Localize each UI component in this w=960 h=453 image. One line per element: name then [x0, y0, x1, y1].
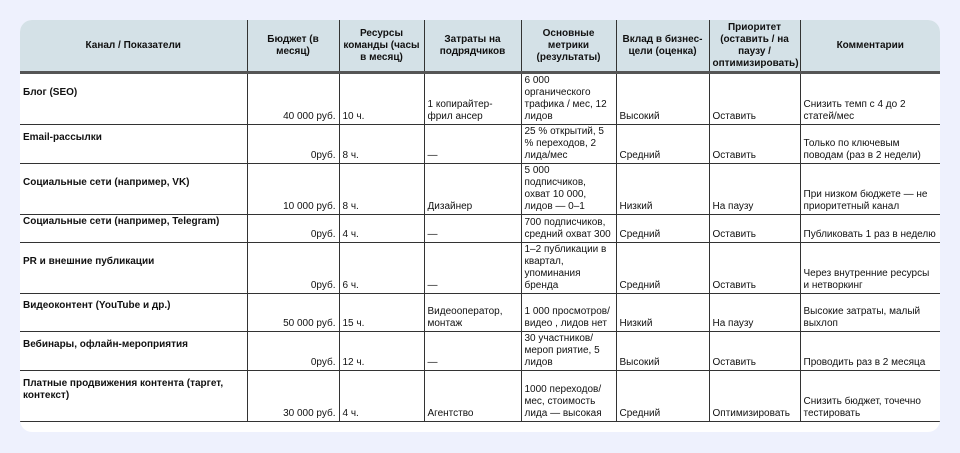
cell-metrics: 25 % открытий, 5 % переходов, 2 лида/мес	[521, 125, 616, 164]
cell-contractor-costs: Агентство	[424, 371, 521, 422]
cell-metrics: 5 000 подписчиков, охват 10 000, лидов — 0–1	[521, 164, 616, 215]
cell-comments: Снизить бюджет, точечно тестировать	[800, 371, 940, 422]
cell-priority: На паузу	[709, 294, 800, 332]
cell-comments: При низком бюджете — не приоритетный канал	[800, 164, 940, 215]
cell-budget: 0руб.	[247, 125, 339, 164]
table-row	[20, 215, 940, 243]
column-header-channel: Канал / Показатели	[20, 20, 247, 73]
column-header-contractor-costs: Затраты на подрядчиков	[424, 20, 521, 73]
cell-metrics: 1 000 просмотров/видео , лидов нет	[521, 294, 616, 332]
cell-business-impact: Низкий	[616, 164, 709, 215]
cell-business-impact: Высокий	[616, 73, 709, 125]
cell-metrics: 1–2 публикации в квартал, упоминания бренда	[521, 243, 616, 294]
table-row	[20, 294, 940, 332]
cell-priority: Оптимизировать	[709, 371, 800, 422]
table-row	[20, 332, 940, 371]
cell-metrics: 700 подписчиков, средний охват 300	[521, 215, 616, 243]
cell-contractor-costs: —	[424, 332, 521, 371]
cell-team-hours: 4 ч.	[339, 215, 424, 243]
cell-budget: 0руб.	[247, 215, 339, 243]
channel-table-card	[20, 20, 940, 432]
cell-team-hours: 8 ч.	[339, 164, 424, 215]
cell-contractor-costs: Видеооператор, монтаж	[424, 294, 521, 332]
cell-business-impact: Средний	[616, 125, 709, 164]
cell-team-hours: 10 ч.	[339, 73, 424, 125]
cell-channel: Блог (SEO)	[20, 73, 247, 125]
cell-contractor-costs: 1 копирайтер-фрил ансер	[424, 73, 521, 125]
cell-priority: Оставить	[709, 73, 800, 125]
cell-priority: Оставить	[709, 243, 800, 294]
cell-channel: Социальные сети (например, VK)	[20, 164, 247, 215]
cell-contractor-costs: Дизайнер	[424, 164, 521, 215]
cell-team-hours: 6 ч.	[339, 243, 424, 294]
cell-metrics: 6 000 органического трафика / мес, 12 лидов	[521, 73, 616, 125]
cell-channel: PR и внешние публикации	[20, 243, 247, 294]
cell-priority: На паузу	[709, 164, 800, 215]
column-header-business-impact: Вклад в бизнес-цели (оценка)	[616, 20, 709, 73]
channel-table	[20, 20, 940, 422]
cell-metrics: 30 участников/мероп риятие, 5 лидов	[521, 332, 616, 371]
column-header-metrics: Основные метрики (результаты)	[521, 20, 616, 73]
cell-business-impact: Высокий	[616, 332, 709, 371]
table-row	[20, 243, 940, 294]
cell-budget: 0руб.	[247, 243, 339, 294]
cell-metrics: 1000 переходов/мес, стоимость лида — высокая	[521, 371, 616, 422]
column-header-comments: Комментарии	[800, 20, 940, 73]
cell-contractor-costs: —	[424, 243, 521, 294]
cell-team-hours: 4 ч.	[339, 371, 424, 422]
cell-priority: Оставить	[709, 332, 800, 371]
cell-budget: 30 000 руб.	[247, 371, 339, 422]
cell-contractor-costs: —	[424, 125, 521, 164]
table-row	[20, 371, 940, 422]
cell-channel: Социальные сети (например, Telegram)	[20, 215, 247, 243]
cell-team-hours: 12 ч.	[339, 332, 424, 371]
cell-comments: Через внутренние ресурсы и нетворкинг	[800, 243, 940, 294]
column-header-team-hours: Ресурсы команды (часы в месяц)	[339, 20, 424, 73]
cell-business-impact: Низкий	[616, 294, 709, 332]
cell-budget: 0руб.	[247, 332, 339, 371]
cell-team-hours: 15 ч.	[339, 294, 424, 332]
cell-channel: Вебинары, офлайн-мероприятия	[20, 332, 247, 371]
cell-budget: 10 000 руб.	[247, 164, 339, 215]
cell-business-impact: Средний	[616, 215, 709, 243]
cell-budget: 40 000 руб.	[247, 73, 339, 125]
cell-comments: Только по ключевым поводам (раз в 2 недели)	[800, 125, 940, 164]
table-row	[20, 164, 940, 215]
cell-channel: Видеоконтент (YouTube и др.)	[20, 294, 247, 332]
cell-business-impact: Средний	[616, 243, 709, 294]
cell-contractor-costs: —	[424, 215, 521, 243]
table-row	[20, 125, 940, 164]
table-row	[20, 73, 940, 125]
cell-priority: Оставить	[709, 215, 800, 243]
cell-priority: Оставить	[709, 125, 800, 164]
cell-comments: Публиковать 1 раз в неделю	[800, 215, 940, 243]
header-row	[20, 20, 940, 73]
column-header-budget: Бюджет (в месяц)	[247, 20, 339, 73]
cell-comments: Высокие затраты, малый выхлоп	[800, 294, 940, 332]
column-header-priority: Приоритет (оставить / на паузу / оптимизировать)	[709, 20, 800, 73]
cell-channel: Платные продвижения контента (таргет, контекст)	[20, 371, 247, 422]
cell-comments: Снизить темп с 4 до 2 статей/мес	[800, 73, 940, 125]
cell-business-impact: Средний	[616, 371, 709, 422]
cell-team-hours: 8 ч.	[339, 125, 424, 164]
cell-budget: 50 000 руб.	[247, 294, 339, 332]
cell-channel: Email-рассылки	[20, 125, 247, 164]
cell-comments: Проводить раз в 2 месяца	[800, 332, 940, 371]
